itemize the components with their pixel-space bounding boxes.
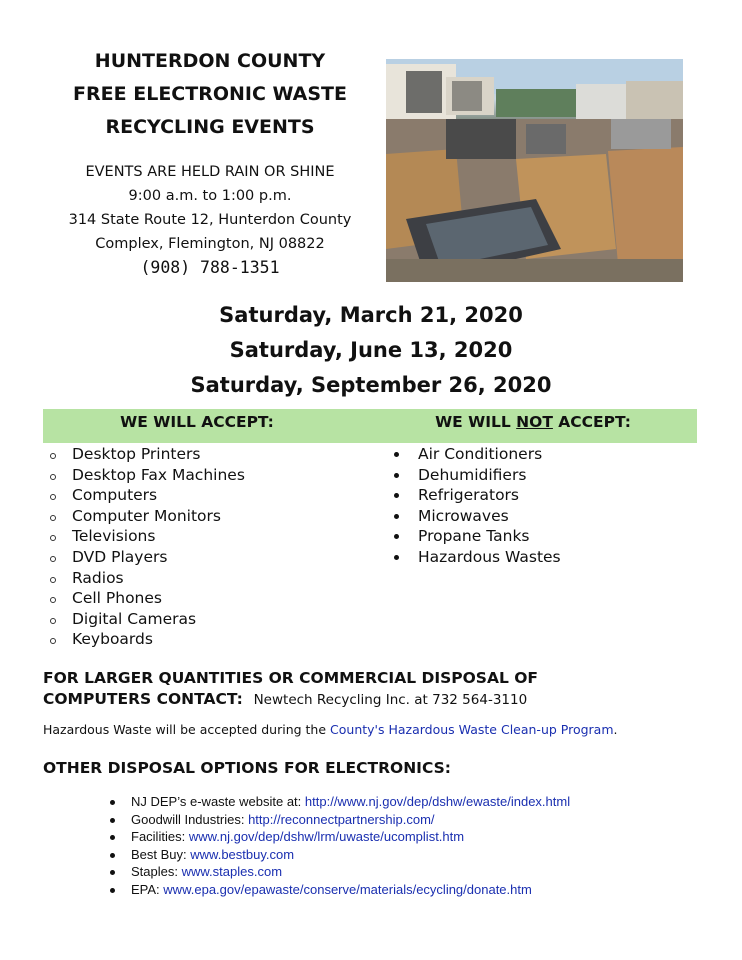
option-link[interactable]: www.staples.com xyxy=(181,864,283,880)
list-item: Computers xyxy=(44,485,245,506)
commercial-line-2 xyxy=(43,689,723,711)
accept-heading: WE WILL ACCEPT: xyxy=(120,413,274,431)
option-label: NJ DEP’s e-waste website at: xyxy=(131,794,302,809)
list-item xyxy=(110,846,570,864)
list-item: Televisions xyxy=(44,526,245,547)
list-item xyxy=(110,828,570,846)
event-info xyxy=(40,160,380,280)
accept-list xyxy=(44,444,245,650)
list-item xyxy=(110,793,570,811)
ewaste-photo xyxy=(386,59,683,282)
list-item: Air Conditioners xyxy=(390,444,561,465)
not-accept-heading-not: NOT xyxy=(516,413,553,431)
list-item: Desktop Fax Machines xyxy=(44,465,245,486)
commercial-contact-value: Newtech Recycling Inc. at 732 564-3110 xyxy=(253,692,528,708)
event-dates xyxy=(0,298,742,403)
event-date: Saturday, March 21, 2020 xyxy=(219,303,523,327)
list-item: Radios xyxy=(44,568,245,589)
option-label: Goodwill Industries: xyxy=(131,811,245,827)
other-options-list xyxy=(110,793,570,899)
list-item: Propane Tanks xyxy=(390,526,561,547)
list-item: Microwaves xyxy=(390,506,561,527)
title-line: FREE ELECTRONIC WASTE xyxy=(73,83,347,105)
title-line: HUNTERDON COUNTY xyxy=(94,50,326,72)
option-link[interactable]: http://www.nj.gov/dep/dshw/ewaste/index.html xyxy=(304,794,571,809)
hazard-note xyxy=(43,722,723,737)
option-label: Staples: xyxy=(131,864,178,880)
list-item: Computer Monitors xyxy=(44,506,245,527)
not-accept-heading-pre: WE WILL xyxy=(435,413,517,431)
commercial-contact-label: COMPUTERS CONTACT: xyxy=(43,690,243,708)
list-item: DVD Players xyxy=(44,547,245,568)
other-options-heading: OTHER DISPOSAL OPTIONS FOR ELECTRONICS: xyxy=(43,759,451,777)
not-accept-heading xyxy=(373,409,693,443)
option-link[interactable]: www.nj.gov/dep/dshw/lrm/uwaste/ucomplist.htm xyxy=(188,829,465,845)
event-title xyxy=(40,45,380,144)
list-item: Keyboards xyxy=(44,629,245,650)
option-link[interactable]: www.bestbuy.com xyxy=(190,846,295,862)
hazard-program-link[interactable]: County's Hazardous Waste Clean-up Program xyxy=(330,722,614,737)
address-line-2: Complex, Flemington, NJ 08822 xyxy=(95,236,325,252)
rain-or-shine-note: EVENTS ARE HELD RAIN OR SHINE xyxy=(85,164,335,180)
option-link[interactable]: http://reconnectpartnership.com/ xyxy=(248,811,435,827)
event-date: Saturday, September 26, 2020 xyxy=(190,373,552,397)
accept-header-bar xyxy=(43,409,697,443)
list-item xyxy=(110,881,570,899)
address-line-1: 314 State Route 12, Hunterdon County xyxy=(68,212,352,228)
list-item: Dehumidifiers xyxy=(390,465,561,486)
event-date: Saturday, June 13, 2020 xyxy=(229,338,513,362)
phone-number: (908) 788-1351 xyxy=(140,258,280,277)
not-accept-heading-post: ACCEPT: xyxy=(552,413,631,431)
event-hours: 9:00 a.m. to 1:00 p.m. xyxy=(128,188,292,204)
hazard-text: Hazardous Waste will be accepted during the xyxy=(43,722,331,737)
title-line: RECYCLING EVENTS xyxy=(105,116,315,138)
list-item: Hazardous Wastes xyxy=(390,547,561,568)
hazard-end: . xyxy=(613,722,618,737)
list-item xyxy=(110,863,570,881)
list-item: Desktop Printers xyxy=(44,444,245,465)
option-label: Facilities: xyxy=(131,829,186,845)
option-label: EPA: xyxy=(131,881,160,897)
not-accept-list xyxy=(390,444,561,568)
commercial-line-1: FOR LARGER QUANTITIES OR COMMERCIAL DISPOSAL OF xyxy=(43,669,539,687)
commercial-contact xyxy=(43,668,723,711)
list-item xyxy=(110,811,570,829)
option-link[interactable]: www.epa.gov/epawaste/conserve/materials/ecycling/donate.htm xyxy=(163,881,532,897)
option-label: Best Buy: xyxy=(131,846,187,862)
list-item: Refrigerators xyxy=(390,485,561,506)
list-item: Digital Cameras xyxy=(44,609,245,630)
list-item: Cell Phones xyxy=(44,588,245,609)
ewaste-photo-illustration xyxy=(386,59,683,282)
